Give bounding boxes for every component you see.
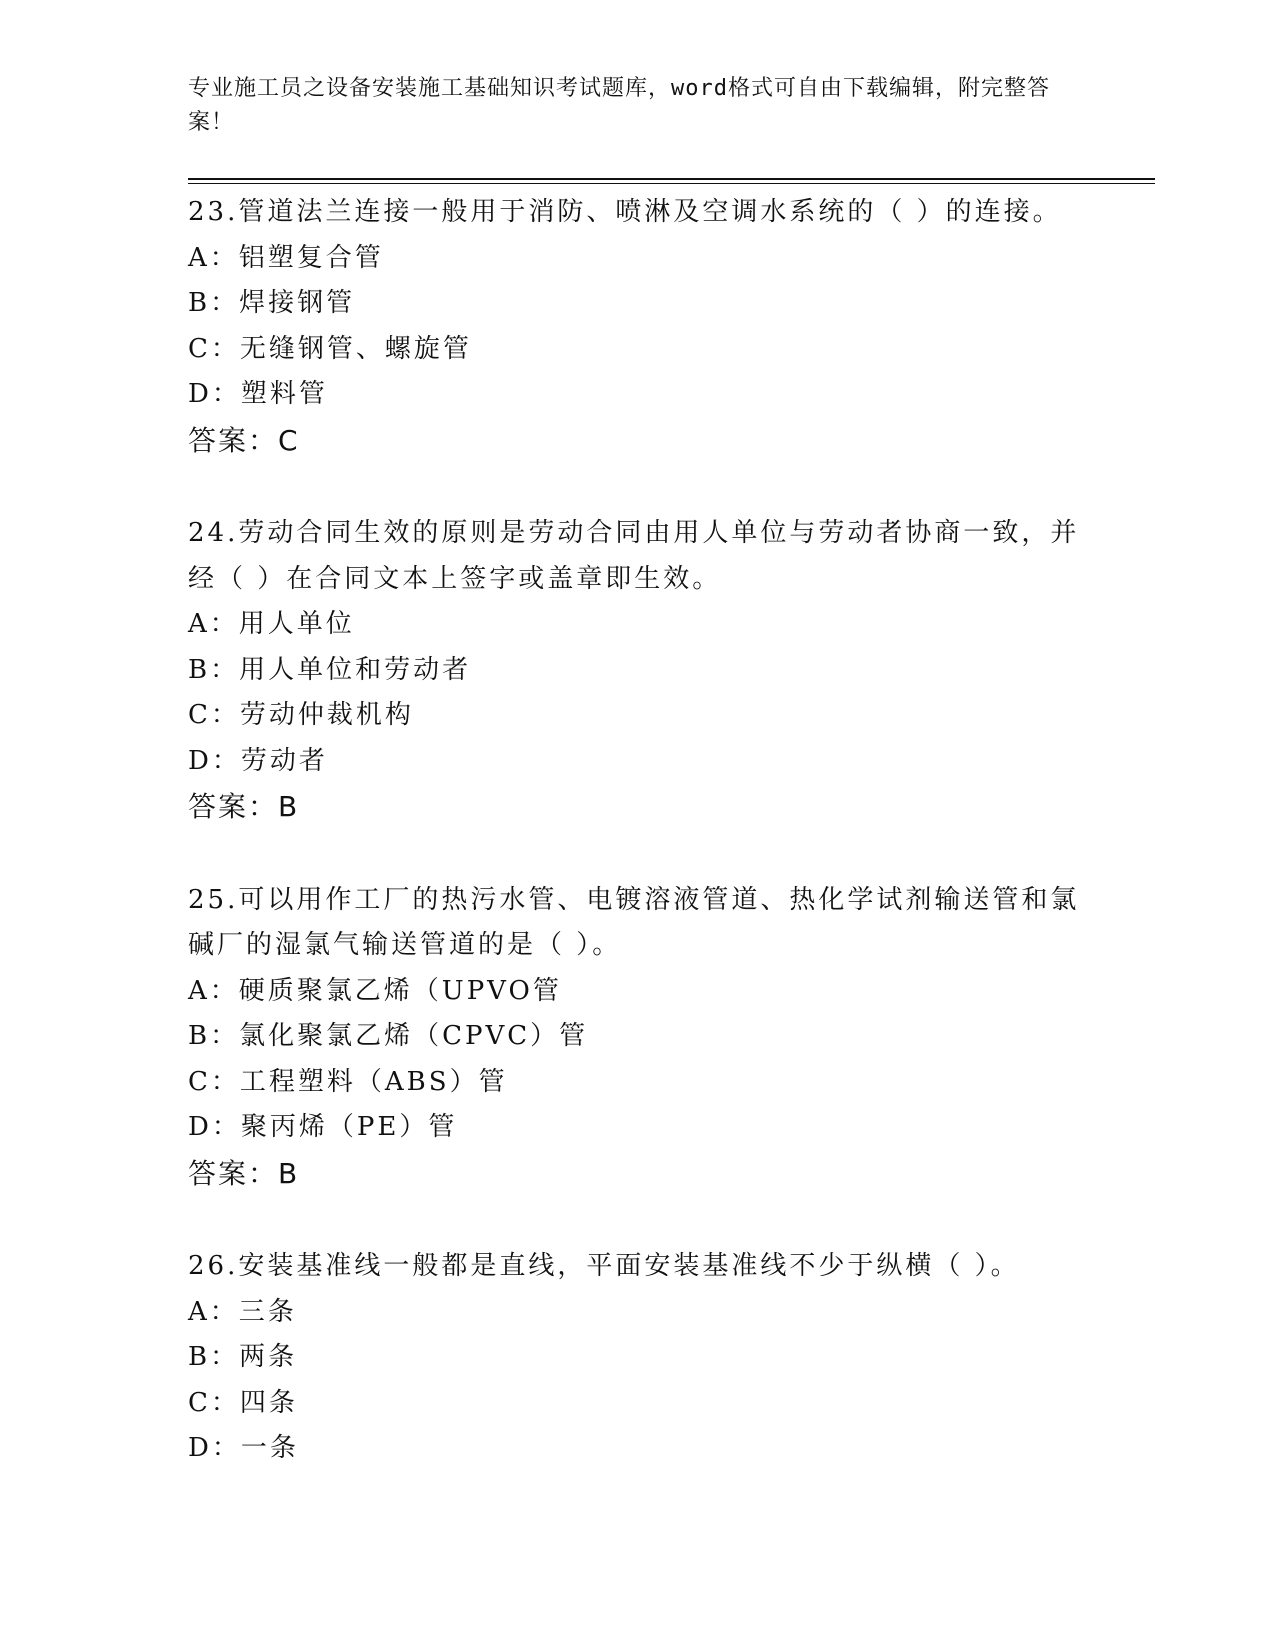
option-c: C：四条 xyxy=(188,1387,298,1418)
question-23 xyxy=(188,190,1088,463)
question-26 xyxy=(188,1244,1088,1472)
option-d: D：一条 xyxy=(188,1433,299,1463)
question-stem: 26.安装基准线一般都是直线，平面安装基准线不少于纵横（ ）。 xyxy=(188,1251,1020,1281)
header-divider-thick xyxy=(188,178,1155,180)
option-d: D：聚丙烯（PE）管 xyxy=(188,1112,458,1142)
answer-value: C xyxy=(278,423,298,457)
option-b: B：两条 xyxy=(188,1342,298,1372)
option-c: C：劳动仲裁机构 xyxy=(188,700,414,730)
question-list xyxy=(188,190,1088,1520)
answer-value: B xyxy=(278,790,298,823)
option-d: D：塑料管 xyxy=(188,379,328,409)
document-header: 专业施工员之设备安装施工基础知识考试题库，word格式可自由下载编辑，附完整答案！ xyxy=(188,76,1050,135)
option-b: B：氯化聚氯乙烯（CPVC）管 xyxy=(188,1021,589,1051)
option-c: C：无缝钢管、螺旋管 xyxy=(188,333,472,364)
answer-label: 答案： xyxy=(188,790,279,823)
option-c: C：工程塑料（ABS）管 xyxy=(188,1066,508,1097)
option-b: B：焊接钢管 xyxy=(188,288,356,318)
question-stem: 25.可以用作工厂的热污水管、电镀溶液管道、热化学试剂输送管和氯碱厂的湿氯气输送管道的是（ ）。 xyxy=(188,884,1080,960)
option-a: A：用人单位 xyxy=(188,609,355,639)
answer-label: 答案： xyxy=(188,423,279,457)
option-b: B：用人单位和劳动者 xyxy=(188,654,472,685)
option-d: D：劳动者 xyxy=(188,745,328,776)
answer-line xyxy=(188,418,1088,464)
question-25 xyxy=(188,878,1088,1197)
question-stem: 23.管道法兰连接一般用于消防、喷淋及空调水系统的（ ）的连接。 xyxy=(188,197,1062,227)
answer-line xyxy=(188,1151,1088,1197)
option-a: A：铝塑复合管 xyxy=(188,242,384,273)
header-divider-thin xyxy=(188,183,1155,184)
question-stem: 24.劳动合同生效的原则是劳动合同由用人单位与劳动者协商一致，并经（ ）在合同文本上签字或盖章即生效。 xyxy=(188,518,1080,594)
answer-value: B xyxy=(278,1156,298,1190)
option-a: A：三条 xyxy=(188,1296,297,1327)
answer-label: 答案： xyxy=(188,1156,279,1190)
option-a: A：硬质聚氯乙烯（UPVO管 xyxy=(188,975,562,1006)
question-24 xyxy=(188,511,1088,830)
answer-line xyxy=(188,784,1088,830)
